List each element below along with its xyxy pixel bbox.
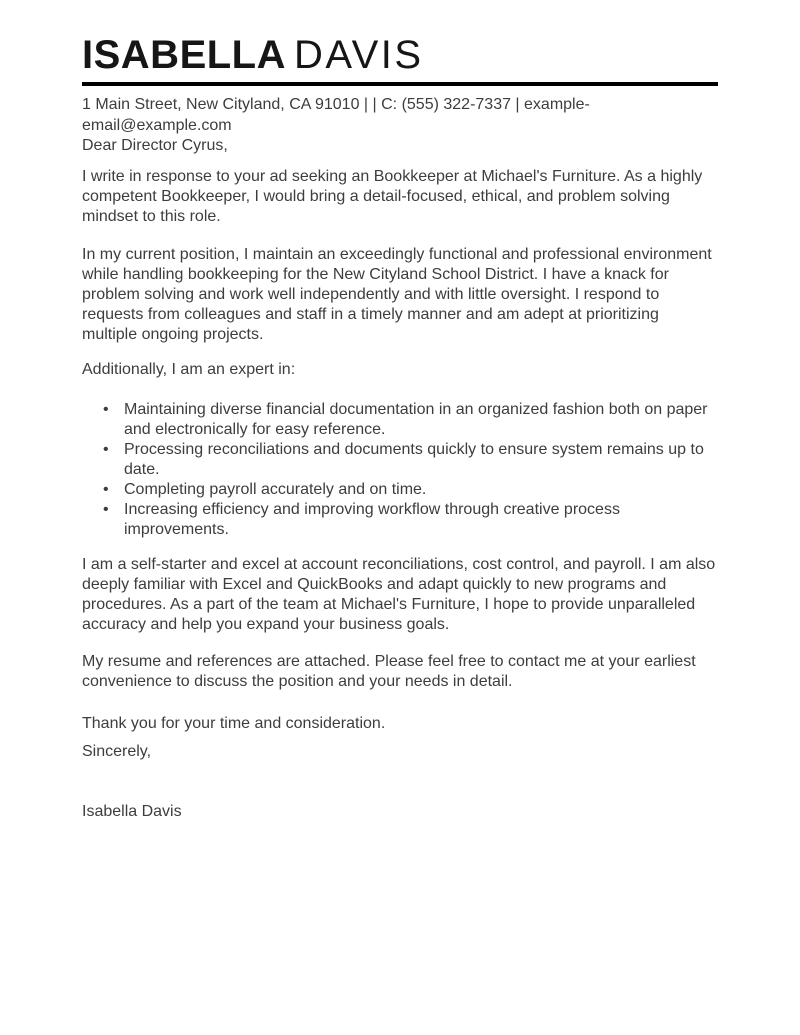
body-paragraph-2: In my current position, I maintain an exceedingly functional and professional environment while handling bookkeeping for the New Cityland School District. I have a knack for problem solving and work well independently and with little oversight. I respond to requests from colleagues and staff in a timely manner and am adept at prioritizing multiple ongoing projects. — [82, 246, 712, 343]
contact-line-2: email@example.com — [82, 117, 232, 134]
expertise-list — [82, 400, 718, 540]
letter-header — [82, 33, 718, 86]
signature-name: Isabella Davis — [82, 803, 182, 820]
contact-info — [82, 94, 718, 136]
list-item: • Increasing efficiency and improving workflow through creative process improvements. — [82, 500, 718, 540]
contact-line-1: 1 Main Street, New Cityland, CA 91010 | | C: (555) 322-7337 | example- — [82, 96, 590, 113]
list-item: • Processing reconciliations and documents quickly to ensure system remains up to date. — [82, 440, 718, 480]
body-paragraph-3: I am a self-starter and excel at account reconciliations, cost control, and payroll. I am also deeply familiar with Excel and QuickBooks and adapt quickly to new programs and procedures. As a part of the team at Michael's Furniture, I hope to provide unparalleled accuracy and help you expand your business goals. — [82, 556, 716, 633]
body-paragraph-1: I write in response to your ad seeking an Bookkeeper at Michael's Furniture. As a highly competent Bookkeeper, I would bring a detail-focused, ethical, and problem solving mindset to this role. — [82, 168, 703, 225]
first-name: ISABELLA — [82, 33, 286, 77]
list-item: • Completing payroll accurately and on time. — [82, 480, 718, 500]
closing-sincerely: Sincerely, — [82, 743, 152, 760]
salutation: Dear Director Cyrus, — [82, 137, 228, 154]
name-heading — [82, 33, 718, 77]
closing-thanks: Thank you for your time and consideration. — [82, 715, 386, 732]
list-item: • Maintaining diverse financial documentation in an organized fashion both on paper and electronically for easy reference. — [82, 400, 718, 440]
expertise-intro: Additionally, I am an expert in: — [82, 361, 296, 378]
last-name: DAVIS — [294, 33, 424, 77]
body-paragraph-4: My resume and references are attached. Please feel free to contact me at your earliest convenience to discuss the position and your needs in detail. — [82, 653, 696, 690]
